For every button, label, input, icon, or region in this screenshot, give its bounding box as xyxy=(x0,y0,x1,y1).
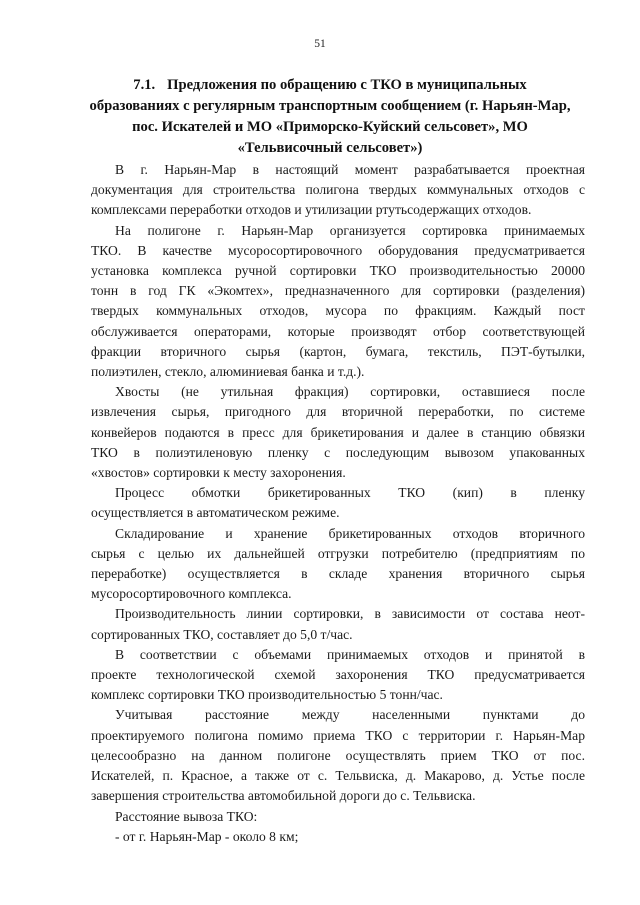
paragraph-line: документация для строительства полигона твердых коммунальных отходов с xyxy=(91,182,585,198)
paragraph-line: извлечения сырья, пригодного для вторичной переработки, по системе xyxy=(91,404,585,420)
paragraph-line: сортированных ТКО, составляет до 5,0 т/час. xyxy=(91,626,353,642)
paragraph-line: В соответствии с объемами принимаемых отходов и принятой в xyxy=(115,646,585,662)
paragraph-line: проекте технологической схемой захоронения ТКО предусматривается xyxy=(91,667,585,683)
heading-line-1 xyxy=(80,75,580,96)
paragraph-line: установка комплекса ручной сортировки ТКО производительностью 20000 xyxy=(91,263,585,279)
paragraph xyxy=(91,483,585,523)
paragraph-line: Производительность линии сортировки, в зависимости от состава неот- xyxy=(115,606,585,622)
paragraph-line: Процесс обмотки брикетированных ТКО (кип) в пленку xyxy=(115,485,585,501)
paragraph xyxy=(91,160,585,221)
paragraph-line: Учитывая расстояние между населенными пунктами до xyxy=(115,707,585,723)
paragraph-line: На полигоне г. Нарьян-Мар организуется сортировка принимаемых xyxy=(115,222,585,238)
paragraph-line: переработке) осуществляется в складе хранения вторичного сырья xyxy=(91,566,585,582)
paragraph-line: целесообразно на данном полигоне осуществлять прием ТКО от пос. xyxy=(91,747,585,763)
section-heading xyxy=(80,75,580,159)
paragraph-line: «хвостов» сортировки к месту захоронения. xyxy=(91,465,346,481)
paragraph xyxy=(91,221,585,383)
paragraph-line: Хвосты (не утильная фракция) сортировки, оставшиеся после xyxy=(115,384,585,400)
paragraph-line: комплекс сортировки ТКО производительностью 5 тонн/час. xyxy=(91,687,443,703)
paragraph-line: конвейеров подаются в пресс для брикетирования и далее в станцию обвязки xyxy=(91,424,585,440)
paragraph xyxy=(91,645,585,706)
body-text xyxy=(91,160,585,847)
heading-line-3: пос. Искателей и МО «Приморско-Куйский сельсовет», МО xyxy=(132,119,528,135)
heading-line-4: «Тельвисочный сельсовет») xyxy=(237,140,423,156)
heading-line-text: Предложения по обращению с ТКО в муниципальных xyxy=(167,77,527,93)
paragraph xyxy=(91,604,585,644)
paragraph-line: сырья с целью их дальнейшей отгрузки потребителю (предприятиям по xyxy=(91,545,585,561)
paragraph xyxy=(91,524,585,605)
paragraph-line: полиэтилен, стекло, алюминиевая банка и т.д.). xyxy=(91,364,365,380)
paragraph-line: проектируемого полигона помимо приема ТКО с территории г. Нарьян-Мар xyxy=(91,727,585,743)
paragraph xyxy=(91,705,585,806)
paragraph-line: тонн в год ГК «Экомтех», предназначенного для сортировки (разделения) xyxy=(91,283,585,299)
paragraph-line: комплексами переработки отходов и утилизации ртутьсодержащих отходов. xyxy=(91,202,532,218)
paragraph-line: обслуживается операторами, которые производят отбор соответствующей xyxy=(91,323,585,339)
paragraph-line: фракции вторичного сырья (картон, бумага, текстиль, ПЭТ-бутылки, xyxy=(91,343,585,359)
paragraph-line: Искателей, п. Красное, а также от с. Тельвиска, д. Макарово, д. Устье после xyxy=(91,768,585,784)
paragraph-line: мусоросортировочного комплекса. xyxy=(91,586,292,602)
distance-label: Расстояние вывоза ТКО: xyxy=(115,808,258,824)
paragraph-line: В г. Нарьян-Мар в настоящий момент разрабатывается проектная xyxy=(115,162,585,177)
paragraph-line: осуществляется в автоматическом режиме. xyxy=(91,505,340,521)
paragraph-line: твердых коммунальных отходов, мусора по фракциям. Каждый пост xyxy=(91,303,585,319)
distance-list-item: - от г. Нарьян-Мар - около 8 км; xyxy=(115,828,299,844)
section-number: 7.1. xyxy=(133,77,156,93)
paragraph-line: ТКО в полиэтиленовую пленку с последующим вывозом упакованных xyxy=(91,444,585,460)
heading-line-2: образованиях с регулярным транспортным сообщением (г. Нарьян-Мар, xyxy=(89,98,571,114)
paragraph-line: завершения строительства автомобильной дороги до с. Тельвиска. xyxy=(91,788,476,804)
paragraph-line: ТКО. В качестве мусоросортировочного оборудования предусматривается xyxy=(91,242,585,258)
paragraph xyxy=(91,382,585,483)
paragraph-line: Складирование и хранение брикетированных отходов вторичного xyxy=(115,525,585,541)
page-number: 51 xyxy=(314,38,326,50)
